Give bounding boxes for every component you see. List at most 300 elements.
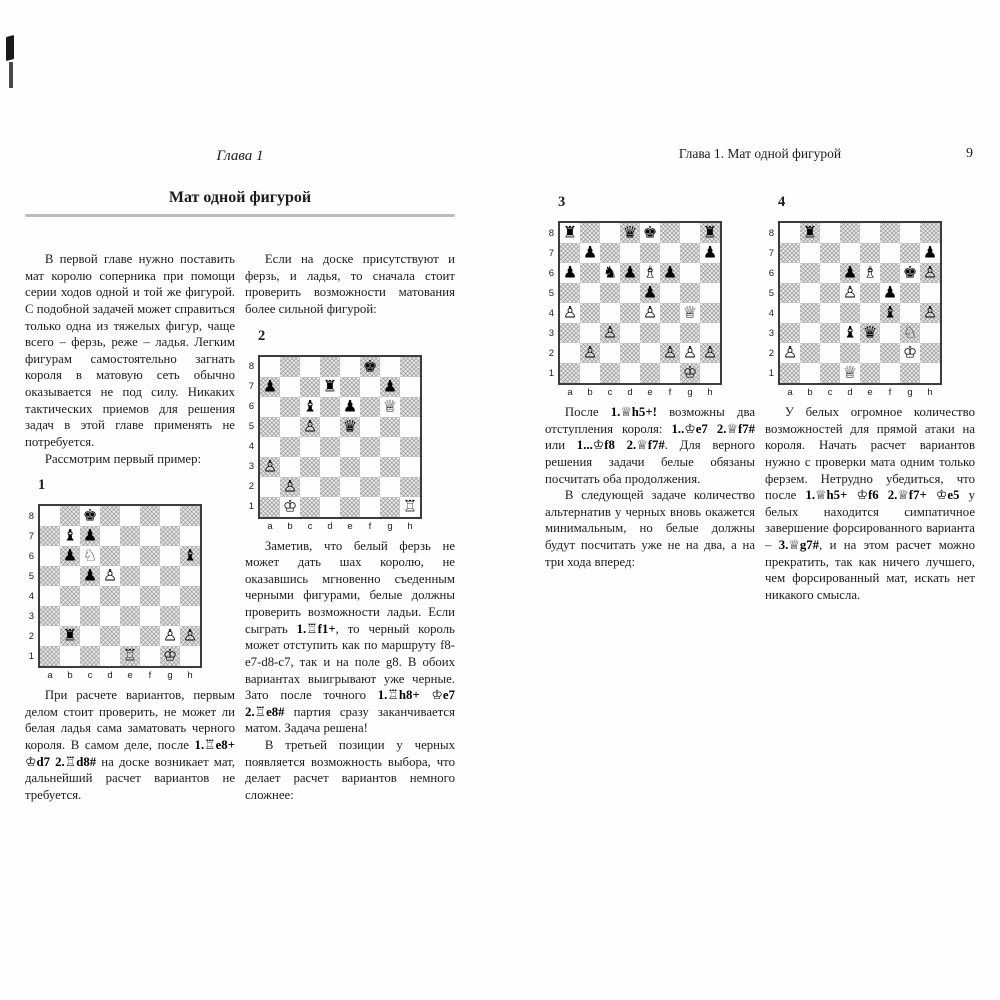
board-square-g2 bbox=[900, 343, 920, 363]
board-square-g1 bbox=[380, 497, 400, 517]
board-square-d5 bbox=[100, 566, 120, 586]
column-4 bbox=[765, 194, 975, 604]
piece-bp: ♟ bbox=[62, 545, 78, 565]
chapter-title: Мат одной фигурой bbox=[168, 189, 312, 206]
piece-wp: ♙ bbox=[162, 625, 178, 645]
board-square-a3 bbox=[260, 457, 280, 477]
board-square-g4 bbox=[380, 437, 400, 457]
rank-label: 8 bbox=[768, 227, 774, 239]
piece-wp: ♙ bbox=[582, 342, 598, 362]
board-square-a5 bbox=[40, 566, 60, 586]
move-notation: 1...♔f8 2.♕f7# bbox=[576, 438, 665, 453]
diagram-number: 2 bbox=[258, 327, 266, 344]
chess-diagram-2 bbox=[245, 328, 455, 532]
board-square-b6 bbox=[580, 263, 600, 283]
scan-artifact bbox=[6, 35, 14, 61]
rank-label: 2 bbox=[548, 347, 554, 359]
board-square-g4 bbox=[680, 303, 700, 323]
piece-bp: ♟ bbox=[342, 396, 358, 415]
board-square-c5 bbox=[820, 283, 840, 303]
file-labels bbox=[40, 668, 235, 681]
board-square-e8 bbox=[340, 357, 360, 377]
board-square-f1 bbox=[140, 646, 160, 666]
file-labels bbox=[260, 519, 455, 532]
board-square-d1 bbox=[620, 363, 640, 383]
board-square-c3 bbox=[600, 323, 620, 343]
piece-wp: ♙ bbox=[562, 302, 578, 322]
running-head-row bbox=[545, 146, 975, 164]
board-square-h5 bbox=[700, 283, 720, 303]
piece-wp: ♙ bbox=[662, 342, 678, 362]
board-square-b5 bbox=[800, 283, 820, 303]
board-square-g2 bbox=[160, 626, 180, 646]
rank-label: 8 bbox=[248, 361, 254, 372]
board-square-f8 bbox=[660, 223, 680, 243]
piece-wp: ♙ bbox=[282, 476, 298, 495]
board-square-b2 bbox=[800, 343, 820, 363]
piece-wp: ♙ bbox=[262, 456, 278, 475]
board-square-d2 bbox=[100, 626, 120, 646]
rank-label: 8 bbox=[548, 227, 554, 239]
text-run: на доске возникает мат, дальнейший расчет вариантов не требуется. bbox=[25, 754, 235, 802]
board-square-a7 bbox=[560, 243, 580, 263]
board-square-e1 bbox=[340, 497, 360, 517]
chess-board-1 bbox=[25, 504, 235, 681]
board-square-f4 bbox=[360, 437, 380, 457]
rank-label: 1 bbox=[548, 367, 554, 379]
board-square-f5 bbox=[140, 566, 160, 586]
board-square-e1 bbox=[120, 646, 140, 666]
file-label: h bbox=[707, 387, 713, 398]
piece-wq: ♕ bbox=[842, 362, 858, 382]
board-square-c8 bbox=[300, 357, 320, 377]
file-label: e bbox=[347, 520, 353, 532]
board-square-e4 bbox=[120, 586, 140, 606]
board-square-f2 bbox=[880, 343, 900, 363]
board-square-b6 bbox=[280, 397, 300, 417]
board-square-f8 bbox=[880, 223, 900, 243]
board-square-e6 bbox=[640, 263, 660, 283]
file-label: e bbox=[647, 387, 653, 398]
board-square-h1 bbox=[400, 497, 420, 517]
board-square-e7 bbox=[340, 377, 360, 397]
text-run: После bbox=[564, 405, 611, 419]
board-square-h5 bbox=[400, 417, 420, 437]
file-label: b bbox=[587, 387, 593, 398]
piece-bp: ♟ bbox=[262, 376, 278, 395]
move-notation: 1.♖f1+ bbox=[296, 621, 336, 636]
board-square-c4 bbox=[80, 586, 100, 606]
chapter-label: Глава 1 bbox=[216, 148, 264, 164]
rank-labels bbox=[765, 221, 778, 385]
rank-label: 4 bbox=[548, 307, 554, 319]
paragraph bbox=[765, 404, 975, 604]
board-square-e5 bbox=[640, 283, 660, 303]
board-square-g1 bbox=[160, 646, 180, 666]
board-square-h7 bbox=[400, 377, 420, 397]
rank-labels bbox=[25, 504, 38, 668]
board-square-a4 bbox=[40, 586, 60, 606]
piece-wk: ♔ bbox=[162, 645, 178, 665]
file-label: c bbox=[307, 520, 313, 532]
piece-wn: ♘ bbox=[82, 545, 98, 565]
board-square-e3 bbox=[120, 606, 140, 626]
board-square-d5 bbox=[320, 417, 340, 437]
board-square-g6 bbox=[380, 397, 400, 417]
board-square-f3 bbox=[880, 323, 900, 343]
board-square-d8 bbox=[100, 506, 120, 526]
board-square-b8 bbox=[280, 357, 300, 377]
board-square-g7 bbox=[160, 526, 180, 546]
board-square-f7 bbox=[880, 243, 900, 263]
move-notation: 1.♕h5+! bbox=[610, 405, 657, 419]
rank-label: 6 bbox=[248, 401, 254, 412]
scan-artifact bbox=[9, 62, 13, 88]
board-square-e7 bbox=[860, 243, 880, 263]
rank-label: 6 bbox=[28, 550, 34, 562]
board-square-b7 bbox=[280, 377, 300, 397]
text-run: При расчете вариантов, первым делом стоит проверить, не может ли белая ладья сама заматовать черного короля. В самом деле, после bbox=[25, 688, 235, 752]
file-label: a bbox=[47, 670, 53, 682]
board-square-f5 bbox=[360, 417, 380, 437]
board-square-c3 bbox=[300, 457, 320, 477]
text-run: , то черный король может отступить как по маршруту f8-e7-d8-c7, так и на поле g8. В обоих вариантах выигрывают уже черные. Зато после точного bbox=[245, 621, 455, 703]
text-run: возможны два отступления короля: bbox=[545, 405, 756, 436]
board-square-a8 bbox=[40, 506, 60, 526]
piece-wp: ♙ bbox=[302, 416, 318, 435]
board-square-b3 bbox=[280, 457, 300, 477]
board-square-h7 bbox=[700, 243, 720, 263]
board-square-c5 bbox=[80, 566, 100, 586]
board-square-e3 bbox=[640, 323, 660, 343]
piece-bp: ♟ bbox=[882, 282, 898, 302]
board-square-b5 bbox=[60, 566, 80, 586]
diagram-number: 1 bbox=[38, 477, 46, 494]
board-square-a1 bbox=[560, 363, 580, 383]
board-square-h3 bbox=[700, 323, 720, 343]
piece-br: ♜ bbox=[322, 376, 338, 395]
board-square-g4 bbox=[900, 303, 920, 323]
board-square-g2 bbox=[380, 477, 400, 497]
rank-label: 2 bbox=[28, 630, 34, 642]
board-square-b6 bbox=[60, 546, 80, 566]
board-square-f6 bbox=[140, 546, 160, 566]
board-square-b7 bbox=[60, 526, 80, 546]
board-square-b2 bbox=[280, 477, 300, 497]
piece-bp: ♟ bbox=[82, 525, 98, 545]
piece-bp: ♟ bbox=[382, 376, 398, 395]
board-square-e6 bbox=[860, 263, 880, 283]
board-square-g8 bbox=[160, 506, 180, 526]
board-square-a6 bbox=[40, 546, 60, 566]
board-square-b2 bbox=[60, 626, 80, 646]
file-labels bbox=[560, 385, 755, 398]
board-square-e1 bbox=[640, 363, 660, 383]
chess-board-2 bbox=[245, 355, 455, 532]
file-label: h bbox=[407, 520, 413, 532]
board-square-f2 bbox=[140, 626, 160, 646]
board-square-d6 bbox=[100, 546, 120, 566]
board-square-h3 bbox=[920, 323, 940, 343]
board-square-g7 bbox=[380, 377, 400, 397]
board-square-b1 bbox=[800, 363, 820, 383]
board-square-g2 bbox=[680, 343, 700, 363]
board-square-f4 bbox=[660, 303, 680, 323]
board-square-h3 bbox=[180, 606, 200, 626]
piece-br: ♜ bbox=[62, 625, 78, 645]
piece-wp: ♙ bbox=[182, 625, 198, 645]
board-square-e5 bbox=[860, 283, 880, 303]
file-label: d bbox=[627, 387, 633, 398]
board-square-g3 bbox=[380, 457, 400, 477]
piece-bk: ♚ bbox=[902, 262, 918, 282]
file-label: f bbox=[148, 670, 152, 682]
board-square-a8 bbox=[780, 223, 800, 243]
board-square-g1 bbox=[680, 363, 700, 383]
board-square-e2 bbox=[860, 343, 880, 363]
board-square-e8 bbox=[640, 223, 660, 243]
board-square-d4 bbox=[840, 303, 860, 323]
board-square-a6 bbox=[780, 263, 800, 283]
file-label: h bbox=[927, 387, 933, 398]
board-square-f7 bbox=[140, 526, 160, 546]
file-label: g bbox=[907, 387, 913, 398]
board-square-b3 bbox=[60, 606, 80, 626]
piece-bn: ♞ bbox=[602, 262, 618, 282]
rank-label: 4 bbox=[248, 441, 254, 452]
piece-bp: ♟ bbox=[82, 565, 98, 585]
board-square-d7 bbox=[840, 243, 860, 263]
board-square-f2 bbox=[660, 343, 680, 363]
board-square-d4 bbox=[100, 586, 120, 606]
board-square-e6 bbox=[120, 546, 140, 566]
board-square-e3 bbox=[860, 323, 880, 343]
piece-bk: ♚ bbox=[642, 222, 658, 242]
board-square-d1 bbox=[320, 497, 340, 517]
board-square-b5 bbox=[580, 283, 600, 303]
board-square-h8 bbox=[400, 357, 420, 377]
board-square-b5 bbox=[280, 417, 300, 437]
file-label: f bbox=[368, 520, 372, 532]
board-square-g1 bbox=[900, 363, 920, 383]
board-frame bbox=[558, 221, 722, 385]
piece-bq: ♛ bbox=[622, 222, 638, 242]
board-square-c5 bbox=[600, 283, 620, 303]
file-label: d bbox=[327, 520, 333, 532]
board-square-a3 bbox=[780, 323, 800, 343]
rank-label: 5 bbox=[548, 287, 554, 299]
text-run: , и на этом расчет можно прекратить, так как ничего лучшего, чем форсированный мат, искать нет никакого смысла. bbox=[765, 538, 975, 602]
right-page-columns bbox=[545, 194, 975, 604]
board-square-a4 bbox=[560, 303, 580, 323]
board-square-c2 bbox=[600, 343, 620, 363]
board-square-d8 bbox=[320, 357, 340, 377]
text-run: у белых находится симпатичное завершение форсированного варианта – bbox=[765, 488, 975, 552]
file-label: e bbox=[127, 670, 133, 682]
board-square-b3 bbox=[800, 323, 820, 343]
board-square-h3 bbox=[400, 457, 420, 477]
column-3 bbox=[545, 194, 755, 604]
board-square-b2 bbox=[580, 343, 600, 363]
board-square-b8 bbox=[800, 223, 820, 243]
piece-wq: ♕ bbox=[682, 302, 698, 322]
board-square-c4 bbox=[820, 303, 840, 323]
board-square-g8 bbox=[680, 223, 700, 243]
board-square-a2 bbox=[560, 343, 580, 363]
board-square-f4 bbox=[140, 586, 160, 606]
rank-label: 3 bbox=[248, 461, 254, 472]
piece-bk: ♚ bbox=[362, 356, 378, 375]
piece-wn: ♘ bbox=[902, 322, 918, 342]
left-page-columns bbox=[25, 251, 455, 804]
board-square-e8 bbox=[120, 506, 140, 526]
board-square-d2 bbox=[620, 343, 640, 363]
file-label: g bbox=[687, 387, 693, 398]
rank-label: 1 bbox=[248, 501, 254, 512]
board-square-d6 bbox=[620, 263, 640, 283]
board-square-b8 bbox=[580, 223, 600, 243]
diagram-number: 3 bbox=[558, 194, 566, 210]
chess-diagram-4 bbox=[765, 194, 975, 398]
board-square-f8 bbox=[360, 357, 380, 377]
board-square-h6 bbox=[700, 263, 720, 283]
board-square-a7 bbox=[780, 243, 800, 263]
board-square-f6 bbox=[360, 397, 380, 417]
board-square-c1 bbox=[300, 497, 320, 517]
rank-label: 6 bbox=[548, 267, 554, 279]
board-square-a6 bbox=[260, 397, 280, 417]
board-square-c3 bbox=[820, 323, 840, 343]
piece-wr: ♖ bbox=[402, 496, 418, 515]
rank-label: 3 bbox=[768, 327, 774, 339]
rank-label: 8 bbox=[28, 510, 34, 522]
column-1 bbox=[25, 251, 235, 804]
board-square-d4 bbox=[320, 437, 340, 457]
rank-label: 5 bbox=[248, 421, 254, 432]
board-square-c7 bbox=[600, 243, 620, 263]
board-square-a5 bbox=[780, 283, 800, 303]
board-square-h6 bbox=[180, 546, 200, 566]
board-square-c6 bbox=[300, 397, 320, 417]
board-square-g6 bbox=[160, 546, 180, 566]
piece-bp: ♟ bbox=[842, 262, 858, 282]
move-notation: 1..♔e7 2.♕f7# bbox=[671, 421, 755, 436]
board-square-d3 bbox=[840, 323, 860, 343]
board-square-c6 bbox=[600, 263, 620, 283]
board-square-c7 bbox=[80, 526, 100, 546]
rank-label: 2 bbox=[248, 481, 254, 492]
board-square-h4 bbox=[700, 303, 720, 323]
board-square-c1 bbox=[600, 363, 620, 383]
board-frame bbox=[778, 221, 942, 385]
board-square-d4 bbox=[620, 303, 640, 323]
board-square-g3 bbox=[900, 323, 920, 343]
title-rule bbox=[25, 214, 455, 217]
board-square-a3 bbox=[40, 606, 60, 626]
chess-diagram-1 bbox=[25, 477, 235, 681]
board-square-g7 bbox=[680, 243, 700, 263]
piece-wk: ♔ bbox=[902, 342, 918, 362]
board-square-b4 bbox=[800, 303, 820, 323]
file-label: g bbox=[167, 670, 173, 682]
left-page bbox=[25, 148, 455, 804]
move-notation: 1.♕h5+ ♔f6 2.♕f7+ ♔e5 bbox=[805, 488, 960, 503]
board-square-f6 bbox=[880, 263, 900, 283]
board-square-g7 bbox=[900, 243, 920, 263]
board-square-c8 bbox=[600, 223, 620, 243]
paragraph: Если на доске присутствуют и ферзь, и ладья, то сначала стоит проверить возможности матования более сильной фигурой: bbox=[245, 252, 455, 316]
board-square-d8 bbox=[620, 223, 640, 243]
board-square-e4 bbox=[860, 303, 880, 323]
board-square-g6 bbox=[680, 263, 700, 283]
board-square-d6 bbox=[320, 397, 340, 417]
rank-label: 6 bbox=[768, 267, 774, 279]
board-square-g4 bbox=[160, 586, 180, 606]
board-square-a1 bbox=[260, 497, 280, 517]
rank-label: 7 bbox=[548, 247, 554, 259]
text-run: . Для верного решения задачи белые обязаны посчитать оба продолжения. bbox=[545, 438, 755, 486]
board-square-g5 bbox=[900, 283, 920, 303]
board-square-h7 bbox=[920, 243, 940, 263]
board-square-h1 bbox=[180, 646, 200, 666]
piece-wp: ♙ bbox=[102, 565, 118, 585]
board-square-e4 bbox=[640, 303, 660, 323]
text-run: партия сразу заканчивается матом. Задача решена! bbox=[245, 704, 455, 736]
board-frame bbox=[38, 504, 202, 668]
board-square-c1 bbox=[80, 646, 100, 666]
file-label: d bbox=[847, 387, 853, 398]
board-square-f7 bbox=[360, 377, 380, 397]
board-square-e8 bbox=[860, 223, 880, 243]
rank-label: 4 bbox=[28, 590, 34, 602]
chess-board-3 bbox=[545, 221, 755, 398]
board-square-h2 bbox=[400, 477, 420, 497]
move-notation: 1.♖e8+ ♔d7 2.♖d8# bbox=[25, 738, 235, 769]
board-square-f6 bbox=[660, 263, 680, 283]
piece-wq: ♕ bbox=[382, 396, 398, 415]
board-frame bbox=[258, 355, 422, 519]
paragraph: В первой главе нужно поставить мат королю соперника при помощи серии ходов одной и той же фигурой. С подобной задачей может справиться только одна из тяжелых фигур, чаще всего – ферзь, реже – ладья. Легким фигурам самостоятельно загнать короля в матовую сеть обычно оказывается не под силу. Никаких тактических приемов для решения задач в этой главе применять не потребуется. bbox=[25, 252, 235, 449]
board-square-e5 bbox=[120, 566, 140, 586]
piece-bq: ♛ bbox=[342, 416, 358, 435]
board-square-a5 bbox=[560, 283, 580, 303]
file-label: c bbox=[607, 387, 613, 398]
file-label: d bbox=[107, 670, 113, 682]
rank-labels bbox=[245, 355, 258, 519]
board-square-a6 bbox=[560, 263, 580, 283]
file-label: f bbox=[888, 387, 892, 398]
board-square-d2 bbox=[840, 343, 860, 363]
file-labels bbox=[780, 385, 975, 398]
board-square-c7 bbox=[300, 377, 320, 397]
chess-board-4 bbox=[765, 221, 975, 398]
board-square-a7 bbox=[260, 377, 280, 397]
board-square-h2 bbox=[180, 626, 200, 646]
board-square-f1 bbox=[360, 497, 380, 517]
board-square-c7 bbox=[820, 243, 840, 263]
board-square-d2 bbox=[320, 477, 340, 497]
board-square-c8 bbox=[80, 506, 100, 526]
board-square-d3 bbox=[100, 606, 120, 626]
rank-label: 7 bbox=[248, 381, 254, 392]
board-square-d3 bbox=[620, 323, 640, 343]
board-square-c2 bbox=[820, 343, 840, 363]
board-square-h2 bbox=[920, 343, 940, 363]
piece-bq: ♛ bbox=[862, 322, 878, 342]
board-square-c4 bbox=[300, 437, 320, 457]
column-2 bbox=[245, 251, 455, 804]
board-square-e2 bbox=[340, 477, 360, 497]
